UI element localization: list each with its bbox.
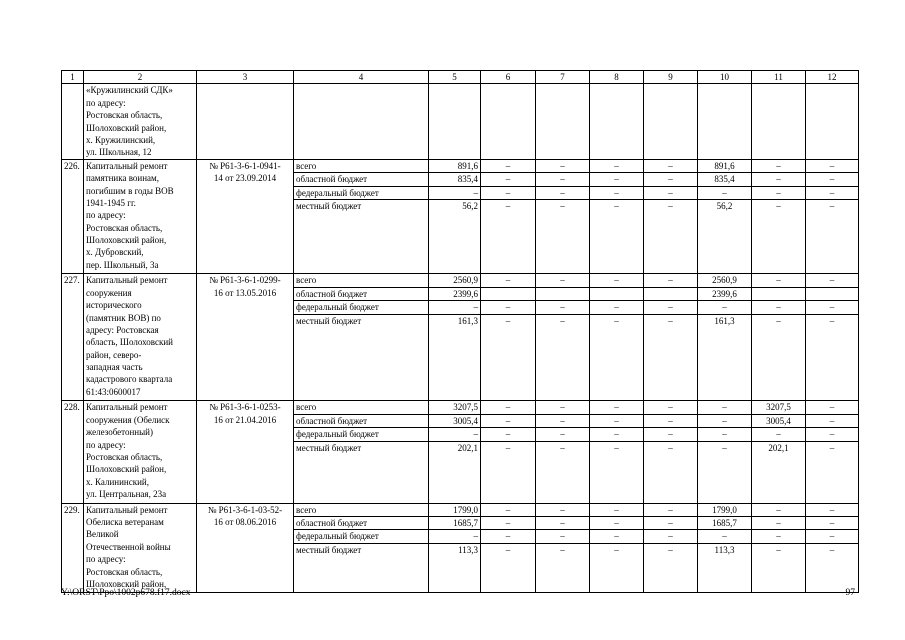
amount-cell: –	[698, 530, 752, 543]
header-cell: 5	[429, 71, 481, 84]
amount-cell: –	[590, 401, 644, 414]
text-line: пер. Школьный, 3а	[86, 259, 159, 270]
amount-cell: –	[590, 530, 644, 543]
document-number-cell	[197, 401, 294, 503]
text-line: Ростовская область,	[86, 451, 163, 462]
amount-cell: –	[536, 199, 590, 273]
amount-cell: –	[806, 199, 859, 273]
amount-cell: –	[752, 530, 806, 543]
page-number: 97	[845, 588, 855, 598]
amount-cell: –	[590, 517, 644, 530]
amount-cell: –	[429, 428, 481, 441]
amount-cell: –	[536, 186, 590, 199]
amount-cell: –	[536, 503, 590, 516]
amount-cell: –	[481, 173, 536, 186]
amount-cell: –	[644, 441, 698, 503]
amount-cell: –	[752, 543, 806, 593]
amount-cell: –	[698, 414, 752, 427]
text-line: 61:43:0600017	[86, 386, 141, 397]
header-row	[62, 71, 859, 84]
amount-cell: –	[806, 543, 859, 593]
funding-source-label: областной бюджет	[294, 173, 429, 186]
header-cell: 10	[698, 71, 752, 84]
text-line: ул. Центральная, 23а	[86, 489, 167, 500]
amount-cell: 2399,6	[429, 287, 481, 300]
table-body	[62, 71, 859, 593]
funding-source-label: всего	[294, 401, 429, 414]
text-line: исторического	[86, 300, 142, 311]
empty-cell	[698, 84, 752, 159]
amount-cell: 891,6	[698, 159, 752, 172]
budget-table	[61, 70, 859, 593]
object-name-cell	[84, 274, 197, 401]
text-line: 16 от 13.05.2016	[213, 287, 277, 298]
amount-cell: –	[752, 186, 806, 199]
amount-cell: –	[644, 401, 698, 414]
amount-cell: –	[698, 186, 752, 199]
header-cell: 9	[644, 71, 698, 84]
object-name-cell	[84, 503, 197, 593]
amount-cell: –	[644, 543, 698, 593]
funding-source-label: всего	[294, 503, 429, 516]
amount-cell: –	[481, 441, 536, 503]
text-line: по адресу:	[86, 439, 126, 450]
amount-cell: 3207,5	[429, 401, 481, 414]
funding-source-label: местный бюджет	[294, 441, 429, 503]
amount-cell: –	[806, 274, 859, 287]
amount-cell: –	[644, 503, 698, 516]
amount-cell: –	[429, 530, 481, 543]
amount-cell: –	[752, 517, 806, 530]
table-row	[62, 503, 859, 516]
table-row	[62, 159, 859, 172]
amount-cell: 202,1	[429, 441, 481, 503]
text-line: 14 от 23.09.2014	[213, 173, 277, 184]
amount-cell: 56,2	[698, 199, 752, 273]
table-row-continued	[62, 84, 859, 159]
amount-cell: 161,3	[429, 314, 481, 401]
amount-cell: –	[536, 441, 590, 503]
amount-cell: –	[806, 503, 859, 516]
text-line: по адресу:	[86, 210, 126, 221]
empty-cell	[752, 84, 806, 159]
amount-cell: 113,3	[429, 543, 481, 593]
funding-source-label: федеральный бюджет	[294, 530, 429, 543]
amount-cell: –	[481, 199, 536, 273]
funding-source-label: федеральный бюджет	[294, 301, 429, 314]
text-line: № Р61-3-6-1-0253-	[209, 402, 281, 413]
amount-cell: –	[481, 543, 536, 593]
text-line: по адресу:	[86, 97, 126, 108]
text-line: кадастрового квартала	[86, 374, 173, 385]
amount-cell: –	[698, 301, 752, 314]
header-cell: 7	[536, 71, 590, 84]
text-line: Великой	[86, 529, 119, 540]
amount-cell: –	[806, 441, 859, 503]
amount-cell: –	[644, 301, 698, 314]
amount-cell: –	[752, 199, 806, 273]
row-number: 229.	[62, 503, 84, 593]
empty-cell	[806, 84, 859, 159]
amount-cell: –	[429, 301, 481, 314]
text-line: Шолоховский район,	[86, 464, 167, 475]
text-line: сооружения (Обелиск	[86, 414, 170, 425]
amount-cell: –	[536, 274, 590, 287]
text-line: х. Калининский,	[86, 476, 149, 487]
amount-cell: –	[590, 314, 644, 401]
amount-cell: –	[644, 186, 698, 199]
funding-source-label: областной бюджет	[294, 517, 429, 530]
amount-cell: –	[806, 414, 859, 427]
amount-cell: 835,4	[698, 173, 752, 186]
amount-cell: –	[536, 401, 590, 414]
amount-cell: –	[644, 428, 698, 441]
amount-cell: –	[536, 530, 590, 543]
amount-cell: –	[536, 428, 590, 441]
amount-cell: –	[698, 441, 752, 503]
amount-cell: 3207,5	[752, 401, 806, 414]
amount-cell: –	[590, 543, 644, 593]
amount-cell	[481, 287, 536, 300]
text-line: памятника воинам,	[86, 173, 159, 184]
funding-source-label: областной бюджет	[294, 414, 429, 427]
text-line: «Кружилинский СДК»	[86, 85, 173, 96]
empty-cell	[429, 84, 481, 159]
amount-cell: 3005,4	[429, 414, 481, 427]
amount-cell: –	[698, 401, 752, 414]
text-line: х. Кружилинский,	[86, 134, 156, 145]
amount-cell	[806, 287, 859, 300]
amount-cell	[752, 287, 806, 300]
text-line: ул. Школьная, 12	[86, 147, 152, 158]
amount-cell: –	[644, 414, 698, 427]
amount-cell: 2399,6	[698, 287, 752, 300]
amount-cell: –	[752, 159, 806, 172]
amount-cell: –	[644, 199, 698, 273]
header-cell: 4	[294, 71, 429, 84]
funding-source-label: местный бюджет	[294, 543, 429, 593]
amount-cell: –	[752, 428, 806, 441]
amount-cell: 1799,0	[429, 503, 481, 516]
amount-cell: –	[806, 530, 859, 543]
amount-cell: –	[806, 401, 859, 414]
document-number-cell	[197, 274, 294, 401]
amount-cell: –	[481, 159, 536, 172]
amount-cell: 3005,4	[752, 414, 806, 427]
funding-source-label: областной бюджет	[294, 287, 429, 300]
amount-cell: 2560,9	[429, 274, 481, 287]
text-line: Шолоховский район,	[86, 122, 167, 133]
amount-cell: –	[590, 186, 644, 199]
header-cell: 3	[197, 71, 294, 84]
amount-cell: –	[806, 517, 859, 530]
amount-cell: 56,2	[429, 199, 481, 273]
amount-cell: –	[481, 428, 536, 441]
document-number-cell	[197, 503, 294, 593]
empty-cell	[644, 84, 698, 159]
amount-cell: –	[590, 173, 644, 186]
empty-cell	[590, 84, 644, 159]
amount-cell	[536, 287, 590, 300]
funding-source-label: всего	[294, 274, 429, 287]
amount-cell: 1799,0	[698, 503, 752, 516]
text-line: 16 от 08.06.2016	[213, 516, 277, 527]
text-line: 1941-1945 гг.	[86, 197, 136, 208]
amount-cell: 202,1	[752, 441, 806, 503]
header-cell: 8	[590, 71, 644, 84]
amount-cell: –	[536, 414, 590, 427]
object-name-cell	[84, 84, 197, 159]
text-line: х. Дубровский,	[86, 247, 144, 258]
amount-cell: –	[806, 173, 859, 186]
amount-cell: 1685,7	[698, 517, 752, 530]
funding-source-label: федеральный бюджет	[294, 186, 429, 199]
amount-cell: –	[590, 428, 644, 441]
amount-cell: –	[590, 199, 644, 273]
amount-cell: –	[590, 441, 644, 503]
text-line: 16 от 21.04.2016	[213, 414, 277, 425]
amount-cell: –	[590, 274, 644, 287]
amount-cell: –	[536, 301, 590, 314]
amount-cell: –	[698, 428, 752, 441]
amount-cell: –	[536, 517, 590, 530]
object-name-cell	[84, 159, 197, 274]
empty-cell	[294, 84, 429, 159]
header-cell: 6	[481, 71, 536, 84]
amount-cell: –	[752, 301, 806, 314]
amount-cell: –	[644, 517, 698, 530]
amount-cell: –	[481, 401, 536, 414]
empty-cell	[536, 84, 590, 159]
header-cell: 11	[752, 71, 806, 84]
text-line: Отечественной войны	[86, 541, 171, 552]
amount-cell: 161,3	[698, 314, 752, 401]
text-line: Шолоховский район,	[86, 578, 167, 589]
amount-cell: –	[481, 314, 536, 401]
amount-cell: 835,4	[429, 173, 481, 186]
text-line: Обелиска ветеранам	[86, 516, 164, 527]
funding-source-label: всего	[294, 159, 429, 172]
amount-cell: –	[590, 159, 644, 172]
table-row	[62, 401, 859, 414]
footer-file-path: Y:\ORST\Ppo\1002p678.f17.docx	[61, 588, 191, 598]
table-row	[62, 274, 859, 287]
amount-cell: –	[752, 314, 806, 401]
amount-cell: –	[481, 186, 536, 199]
amount-cell: –	[481, 530, 536, 543]
object-name-cell	[84, 401, 197, 503]
text-line: Ростовская область,	[86, 222, 163, 233]
text-line: область, Шолоховский	[86, 337, 173, 348]
funding-source-label: местный бюджет	[294, 199, 429, 273]
amount-cell: –	[590, 301, 644, 314]
amount-cell: 1685,7	[429, 517, 481, 530]
amount-cell: 113,3	[698, 543, 752, 593]
header-cell: 12	[806, 71, 859, 84]
amount-cell: –	[536, 543, 590, 593]
funding-source-label: местный бюджет	[294, 314, 429, 401]
text-line: Ростовская область,	[86, 110, 163, 121]
amount-cell: –	[806, 159, 859, 172]
empty-cell	[481, 84, 536, 159]
amount-cell: –	[590, 414, 644, 427]
text-line: Капитальный ремонт	[86, 160, 168, 171]
header-cell: 1	[62, 71, 84, 84]
amount-cell: –	[644, 159, 698, 172]
text-line: № Р61-3-6-1-03-52-	[207, 504, 283, 515]
text-line: погибшим в годы ВОВ	[86, 185, 174, 196]
row-number: 227.	[62, 274, 84, 401]
document-number-cell	[197, 159, 294, 274]
amount-cell: –	[806, 428, 859, 441]
amount-cell: 891,6	[429, 159, 481, 172]
amount-cell: –	[481, 274, 536, 287]
funding-source-label: федеральный бюджет	[294, 428, 429, 441]
text-line: по адресу:	[86, 554, 126, 565]
text-line: Капитальный ремонт	[86, 504, 168, 515]
text-line: № Р61-3-6-1-0941-	[209, 160, 281, 171]
text-line: Ростовская область,	[86, 566, 163, 577]
amount-cell: –	[481, 517, 536, 530]
amount-cell: 2560,9	[698, 274, 752, 287]
text-line: Капитальный ремонт	[86, 275, 168, 286]
empty-cell	[62, 84, 84, 159]
text-line: железобетонный)	[86, 427, 153, 438]
amount-cell: –	[429, 186, 481, 199]
text-line: № Р61-3-6-1-0299-	[209, 275, 281, 286]
text-line: сооружения	[86, 287, 132, 298]
text-line: (памятник ВОВ) по	[86, 312, 161, 323]
row-number: 228.	[62, 401, 84, 503]
text-line: Капитальный ремонт	[86, 402, 168, 413]
amount-cell: –	[481, 414, 536, 427]
text-line: западная часть	[86, 362, 143, 373]
amount-cell: –	[752, 173, 806, 186]
amount-cell: –	[536, 173, 590, 186]
amount-cell: –	[481, 301, 536, 314]
amount-cell: –	[644, 274, 698, 287]
amount-cell: –	[806, 301, 859, 314]
empty-cell	[197, 84, 294, 159]
amount-cell: –	[806, 186, 859, 199]
amount-cell: –	[481, 503, 536, 516]
amount-cell: –	[644, 314, 698, 401]
text-line: адресу: Ростовская	[86, 324, 159, 335]
text-line: Шолоховский район,	[86, 235, 167, 246]
amount-cell: –	[644, 530, 698, 543]
amount-cell: –	[752, 503, 806, 516]
amount-cell: –	[590, 503, 644, 516]
header-cell: 2	[84, 71, 197, 84]
amount-cell: –	[536, 159, 590, 172]
amount-cell: –	[806, 314, 859, 401]
amount-cell: –	[536, 314, 590, 401]
text-line: район, северо-	[86, 349, 142, 360]
row-number: 226.	[62, 159, 84, 274]
amount-cell: –	[644, 173, 698, 186]
amount-cell: –	[752, 274, 806, 287]
amount-cell	[590, 287, 644, 300]
amount-cell	[644, 287, 698, 300]
